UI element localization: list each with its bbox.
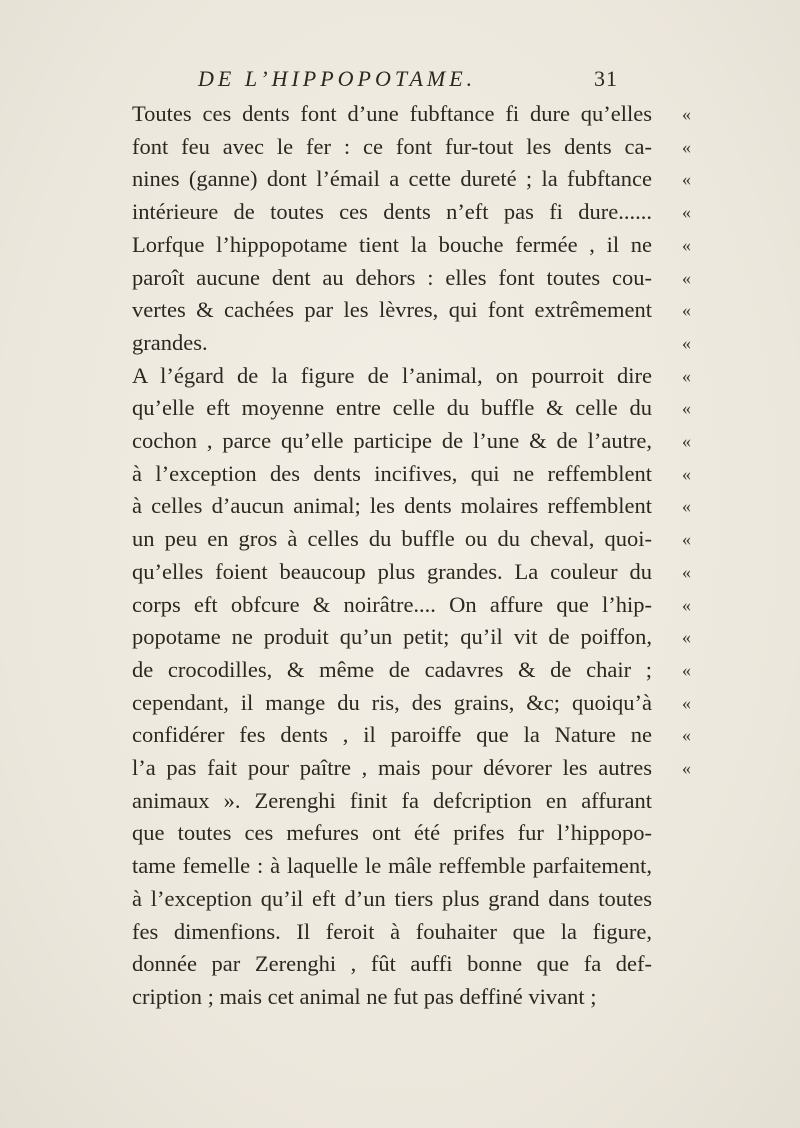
- text-line: à celles d’aucun animal; les dents molaires reffemblent: [132, 493, 652, 518]
- text-line: un peu en gros à celles du buffle ou du cheval, quoi-: [132, 526, 652, 551]
- text-line: cription ; mais cet animal ne fut pas deffiné vivant ;: [132, 984, 597, 1009]
- text-line: qu’elle eft moyenne entre celle du buffle & celle du: [132, 395, 652, 420]
- text-line: nines (ganne) dont l’émail a cette dureté ; la fubftance: [132, 166, 652, 191]
- text-line: que toutes ces mefures ont été prifes fur l’hippopo-: [132, 820, 652, 845]
- margin-quote-mark: «: [682, 693, 691, 713]
- margin-quote-mark: «: [682, 169, 691, 189]
- text-line: grandes.: [132, 330, 208, 355]
- text-line: popotame ne produit qu’un petit; qu’il vit de poiffon,: [132, 624, 652, 649]
- margin-quote-mark: «: [682, 398, 691, 418]
- text-line: intérieure de toutes ces dents n’eft pas fi dure......: [132, 199, 652, 224]
- text-line: paroît aucune dent au dehors : elles font toutes cou-: [132, 265, 652, 290]
- text-line: animaux ». Zerenghi finit fa defcription en affurant: [132, 788, 652, 813]
- text-line: A l’égard de la figure de l’animal, on pourroit dire: [132, 363, 652, 388]
- margin-quote-mark: [682, 785, 702, 817]
- margin-quote-mark: [682, 817, 702, 849]
- margin-quote-mark: «: [682, 235, 691, 255]
- margin-quote-mark: «: [682, 660, 691, 680]
- text-line: cependant, il mange du ris, des grains, &c; quoiqu’à: [132, 690, 652, 715]
- margin-quote-mark: «: [682, 562, 691, 582]
- text-line: cochon , parce qu’elle participe de l’une & de l’autre,: [132, 428, 652, 453]
- margin-quote-mark: [682, 883, 702, 915]
- page-number: 31: [594, 66, 618, 91]
- margin-quote-mark: [682, 850, 702, 882]
- margin-quote-mark: «: [682, 758, 691, 778]
- text-line: font feu avec le fer : ce font fur-tout les dents ca-: [132, 134, 652, 159]
- margin-quote-mark: «: [682, 725, 691, 745]
- text-line: corps eft obfcure & noirâtre.... On affure que l’hip-: [132, 592, 652, 617]
- text-line: tame femelle : à laquelle le mâle reffemble parfaitement,: [132, 853, 652, 878]
- text-line: à l’exception des dents incifives, qui ne reffemblent: [132, 461, 652, 486]
- text-line: confidérer fes dents , il paroiffe que la Nature ne: [132, 722, 652, 747]
- text-line: de crocodilles, & même de cadavres & de chair ;: [132, 657, 652, 682]
- margin-quote-mark: [682, 916, 702, 948]
- margin-quote-mark: [682, 948, 702, 980]
- margin-quote-mark: «: [682, 464, 691, 484]
- text-line: vertes & cachées par les lèvres, qui font extrêmement: [132, 297, 652, 322]
- margin-quote-mark: «: [682, 529, 691, 549]
- text-line: donnée par Zerenghi , fût auffi bonne que fa def-: [132, 951, 652, 976]
- text-line: fes dimenfions. Il feroit à fouhaiter que la figure,: [132, 919, 652, 944]
- margin-quote-mark: «: [682, 627, 691, 647]
- margin-quote-mark: «: [682, 496, 691, 516]
- text-line: qu’elles foient beaucoup plus grandes. La couleur du: [132, 559, 652, 584]
- margin-quote-mark: «: [682, 366, 691, 386]
- margin-quote-mark: «: [682, 202, 691, 222]
- text-line: l’a pas fait pour paître , mais pour dévorer les autres: [132, 755, 652, 780]
- running-title: DE L’HIPPOPOTAME.: [198, 66, 477, 91]
- text-line: à l’exception qu’il eft d’un tiers plus grand dans toutes: [132, 886, 652, 911]
- margin-quote-mark: «: [682, 268, 691, 288]
- margin-quote-mark: «: [682, 595, 691, 615]
- margin-quote-mark: [682, 981, 702, 1013]
- margin-quote-mark: «: [682, 300, 691, 320]
- text-line: Toutes ces dents font d’une fubftance fi dure qu’elles: [132, 101, 652, 126]
- text-line: Lorfque l’hippopotame tient la bouche fermée , il ne: [132, 232, 652, 257]
- margin-quote-mark: «: [682, 333, 691, 353]
- margin-quote-mark: «: [682, 137, 691, 157]
- margin-quote-mark: «: [682, 104, 691, 124]
- margin-quote-mark: «: [682, 431, 691, 451]
